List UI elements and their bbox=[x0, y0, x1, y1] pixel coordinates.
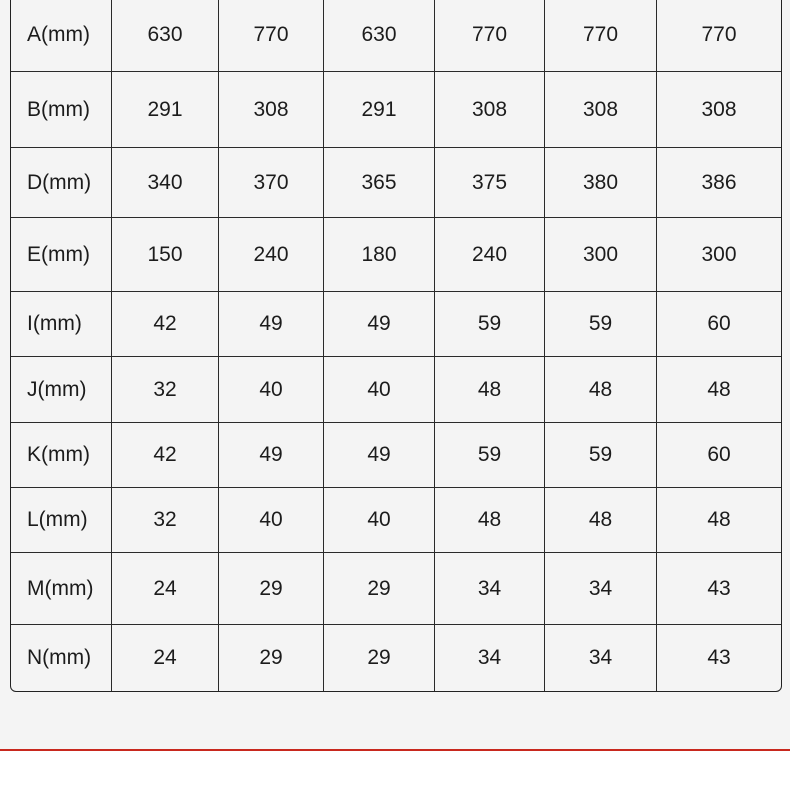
table-cell: 380 bbox=[545, 148, 657, 218]
table-row bbox=[11, 292, 781, 357]
table-cell: 43 bbox=[707, 646, 731, 669]
table-cell: 34 bbox=[545, 553, 657, 625]
table-cell: 32 bbox=[112, 357, 219, 423]
table-cell: 770 bbox=[435, 0, 545, 72]
table-row bbox=[11, 0, 781, 72]
table-row bbox=[11, 357, 781, 423]
table-cell: 40 bbox=[219, 488, 324, 553]
table-cell: 240 bbox=[435, 218, 545, 292]
table-cell: 34 bbox=[435, 553, 545, 625]
table-cell: 24 bbox=[112, 625, 219, 691]
row-label: K(mm) bbox=[11, 423, 112, 488]
table-cell: 49 bbox=[324, 423, 435, 488]
table-cell: 48 bbox=[435, 488, 545, 553]
table-cell: 300 bbox=[657, 218, 781, 292]
table-cell: 29 bbox=[324, 625, 435, 691]
table-cell: 770 bbox=[219, 0, 324, 72]
table-cell: 34 bbox=[435, 625, 545, 691]
row-label: A(mm) bbox=[11, 0, 112, 72]
table-cell: 59 bbox=[435, 292, 545, 357]
table-cell: 40 bbox=[219, 357, 324, 423]
row-label: B(mm) bbox=[11, 72, 112, 148]
table-cell: 291 bbox=[112, 72, 219, 148]
table-cell: 365 bbox=[324, 148, 435, 218]
table-cell: 49 bbox=[324, 292, 435, 357]
table-cell: 48 bbox=[545, 357, 657, 423]
row-label: E(mm) bbox=[11, 218, 112, 292]
table-cell: 24 bbox=[112, 553, 219, 625]
table-row bbox=[11, 148, 781, 218]
dimension-spec-table bbox=[10, 0, 782, 692]
table-row bbox=[11, 218, 781, 292]
table-cell: 29 bbox=[219, 625, 324, 691]
table-cell: 34 bbox=[545, 625, 657, 691]
table-cell: 300 bbox=[545, 218, 657, 292]
table-cell: 180 bbox=[324, 218, 435, 292]
table-cell: 770 bbox=[545, 0, 657, 72]
table-cell: 29 bbox=[324, 553, 435, 625]
row-label: I(mm) bbox=[11, 292, 112, 357]
table-cell: 49 bbox=[219, 423, 324, 488]
table-row bbox=[11, 72, 781, 148]
table-cell: 770 bbox=[657, 0, 781, 72]
table-cell: 370 bbox=[219, 148, 324, 218]
table-cell: 240 bbox=[219, 218, 324, 292]
table-cell: 291 bbox=[324, 72, 435, 148]
accent-divider bbox=[0, 749, 790, 751]
table-cell: 59 bbox=[545, 423, 657, 488]
row-label: M(mm) bbox=[11, 553, 112, 625]
table-cell: 60 bbox=[657, 423, 781, 488]
spec-table-body bbox=[11, 0, 781, 691]
table-cell: 59 bbox=[435, 423, 545, 488]
table-row bbox=[11, 488, 781, 553]
table-row bbox=[11, 423, 781, 488]
table-cell: 40 bbox=[324, 357, 435, 423]
row-label: N(mm) bbox=[11, 625, 112, 691]
table-cell: 308 bbox=[219, 72, 324, 148]
table-cell: 308 bbox=[435, 72, 545, 148]
table-cell: 43 bbox=[657, 553, 781, 625]
row-label: J(mm) bbox=[11, 357, 112, 423]
row-label: L(mm) bbox=[11, 488, 112, 553]
table-cell: 48 bbox=[545, 488, 657, 553]
table-cell: 29 bbox=[219, 553, 324, 625]
table-cell: 386 bbox=[657, 148, 781, 218]
table-cell: 150 bbox=[112, 218, 219, 292]
table-row bbox=[11, 625, 781, 691]
table-cell: 49 bbox=[219, 292, 324, 357]
table-cell: 48 bbox=[657, 488, 781, 553]
table-cell: 32 bbox=[112, 488, 219, 553]
table-cell: 42 bbox=[112, 423, 219, 488]
table-cell: 48 bbox=[657, 357, 781, 423]
table-cell: 308 bbox=[657, 72, 781, 148]
table-cell: 42 bbox=[112, 292, 219, 357]
table-cell: 340 bbox=[112, 148, 219, 218]
table-cell: 60 bbox=[657, 292, 781, 357]
table-row bbox=[11, 553, 781, 625]
table-cell: 308 bbox=[545, 72, 657, 148]
table-cell: 375 bbox=[435, 148, 545, 218]
table-cell: 48 bbox=[435, 357, 545, 423]
table-cell: 59 bbox=[545, 292, 657, 357]
table-cell: 630 bbox=[112, 0, 219, 72]
table-cell: 40 bbox=[324, 488, 435, 553]
table-cell: 630 bbox=[324, 0, 435, 72]
row-label: D(mm) bbox=[11, 148, 112, 218]
